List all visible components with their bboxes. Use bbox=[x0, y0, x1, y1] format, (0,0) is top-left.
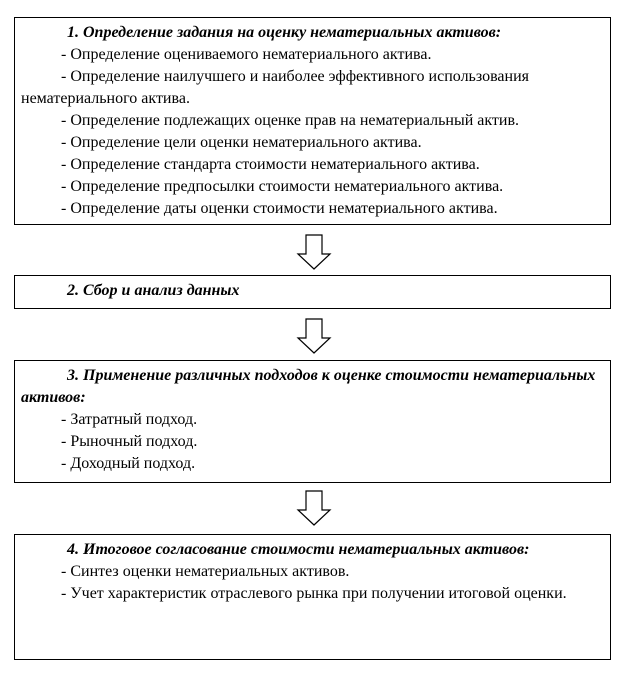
step-1-box bbox=[14, 17, 611, 225]
down-arrow-icon bbox=[296, 490, 332, 526]
step-4-item: - Синтез оценки нематериальных активов. bbox=[61, 563, 350, 580]
step-4-item: - Учет характеристик отраслевого рынка при получении итоговой оценки. bbox=[61, 585, 567, 602]
step-1-item: - Определение предпосылки стоимости нематериального актива. bbox=[61, 178, 504, 195]
step-1-title: 1. Определение задания на оценку нематериальных активов: bbox=[67, 24, 502, 41]
down-arrow-icon bbox=[296, 234, 332, 270]
step-3-title: 3. Применение различных подходов к оценке стоимости нематериальных активов: bbox=[21, 367, 596, 406]
step-2-title: 2. Сбор и анализ данных bbox=[67, 282, 240, 299]
down-arrow-icon bbox=[296, 318, 332, 354]
step-4-title: 4. Итоговое согласование стоимости нематериальных активов: bbox=[67, 541, 530, 558]
step-1-item: - Определение цели оценки нематериального актива. bbox=[61, 134, 422, 151]
step-3-item: - Рыночный подход. bbox=[61, 433, 198, 450]
step-1-item: - Определение наилучшего и наиболее эффективного использования нематериального актива. bbox=[21, 68, 530, 107]
step-3-item: - Затратный подход. bbox=[61, 411, 198, 428]
step-1-item: - Определение оцениваемого нематериального актива. bbox=[61, 46, 432, 63]
step-2-box bbox=[14, 275, 611, 309]
step-3-box bbox=[14, 360, 611, 483]
step-1-item: - Определение стандарта стоимости нематериального актива. bbox=[61, 156, 480, 173]
step-4-box bbox=[14, 534, 611, 660]
step-3-item: - Доходный подход. bbox=[61, 455, 196, 472]
step-1-item: - Определение даты оценки стоимости нематериального актива. bbox=[61, 200, 498, 217]
step-1-item: - Определение подлежащих оценке прав на нематериальный актив. bbox=[61, 112, 520, 129]
